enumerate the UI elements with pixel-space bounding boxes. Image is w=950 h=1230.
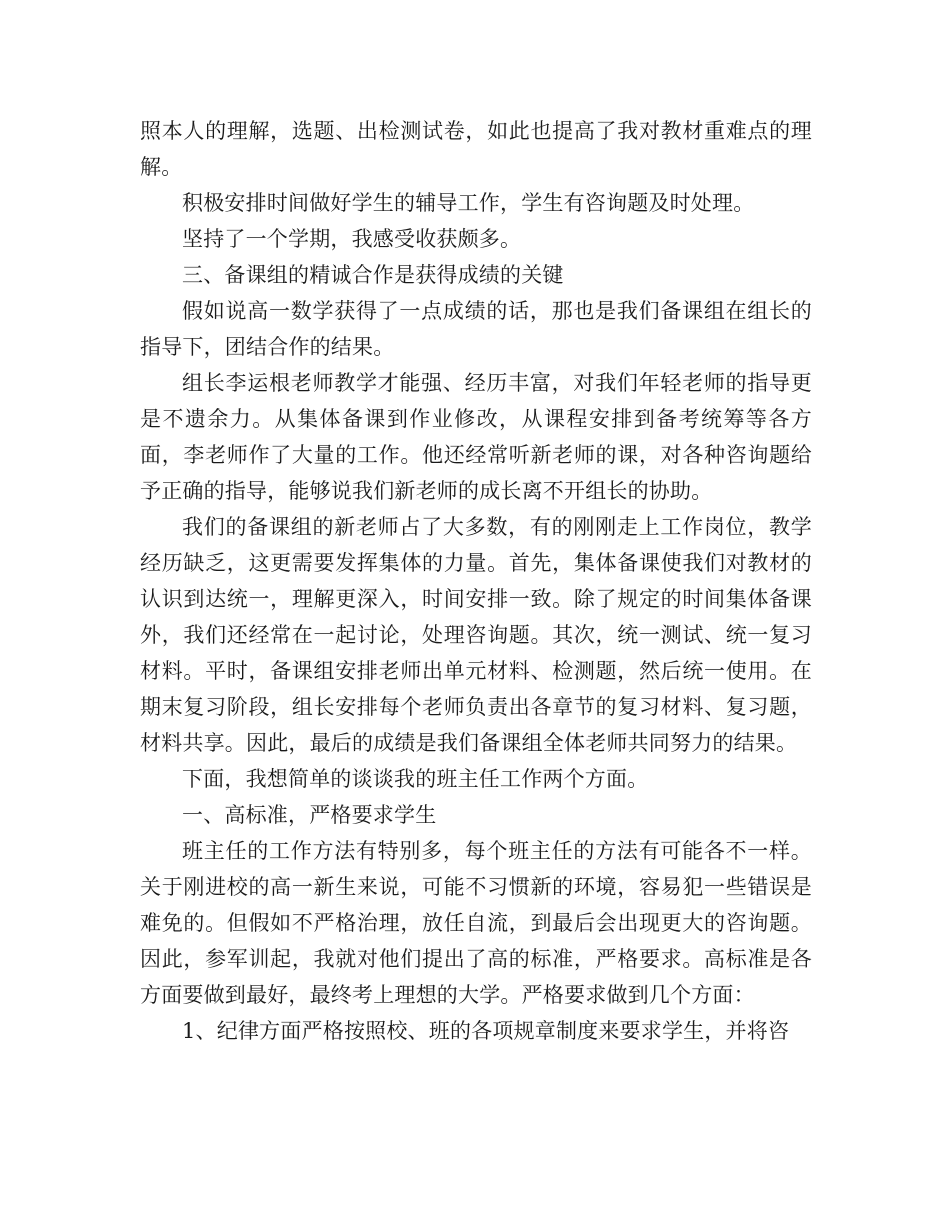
paragraph-7: 我们的备课组的新老师占了大多数，有的刚刚走上工作岗位，教学经历缺乏，这更需要发挥集体的力量。首先，集体备课使我们对教材的认识到达统一，理解更深入，时间安排一致。除了规定的时间集体备课外，我们还经常在一起讨论，处理咨询题。其次，统一测试、统一复习材料。平时，备课组安排老师出单元材料、检测题，然后统一使用。在期末复习阶段，组长安排每个老师负责出各章节的复习材料、复习题，材料共享。因此，最后的成绩是我们备课组全体老师共同努力的结果。 [140,515,812,755]
paragraph-1: 照本人的理解，选题、出检测试卷，如此也提高了我对教材重难点的理解。 [140,119,812,179]
paragraph-8: 下面，我想简单的谈谈我的班主任工作两个方面。 [182,767,649,791]
document-body [140,113,812,1049]
paragraph-6: 组长李运根老师教学才能强、经历丰富，对我们年轻老师的指导更是不遗余力。从集体备课到作业修改，从课程安排到备考统筹等各方面，李老师作了大量的工作。他还经常听新老师的课，对各种咨询题给予正确的指导，能够说我们新老师的成长离不开组长的协助。 [140,371,812,503]
paragraph-11: 1、纪律方面严格按照校、班的各项规章制度来要求学生，并将咨 [182,1019,790,1043]
section-heading-1: 一、高标准，严格要求学生 [182,803,437,827]
section-heading-3: 三、备课组的精诚合作是获得成绩的关键 [182,263,564,287]
paragraph-10: 班主任的工作方法有特别多，每个班主任的方法有可能各不一样。关于刚进校的高一新生来说，可能不习惯新的环境，容易犯一些错误是难免的。但假如不严格治理，放任自流，到最后会出现更大的咨询题。因此，参军训起，我就对他们提出了高的标准，严格要求。高标准是各方面要做到最好，最终考上理想的大学。严格要求做到几个方面： [140,839,812,1007]
paragraph-3: 坚持了一个学期，我感受收获颇多。 [182,227,522,251]
paragraph-2: 积极安排时间做好学生的辅导工作，学生有咨询题及时处理。 [182,191,755,215]
paragraph-5: 假如说高一数学获得了一点成绩的话，那也是我们备课组在组长的指导下，团结合作的结果。 [140,299,812,359]
